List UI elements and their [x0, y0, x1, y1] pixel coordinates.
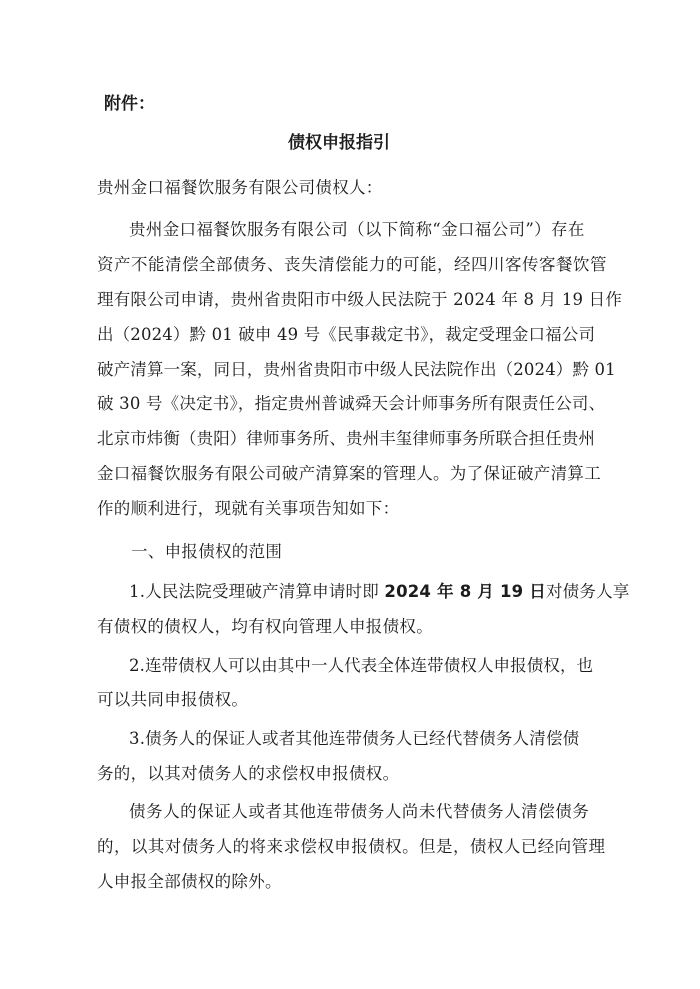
- paragraph-line: 破产清算一案，同日，贵州省贵阳市中级人民法院作出（2024）黔 01: [97, 360, 616, 379]
- item-2-line: 可以共同申报债权。: [97, 690, 249, 709]
- section-heading: 一、申报债权的范围: [131, 542, 283, 561]
- item-4-line: 债务人的保证人或者其他连带债务人尚未代替债务人清偿债务: [129, 802, 590, 821]
- paragraph-line: 贵州金口福餐饮服务有限公司（以下简称“金口福公司”）存在: [129, 220, 585, 239]
- item-1-line: 有债权的债权人，均有权向管理人申报债权。: [97, 617, 433, 636]
- document-title: 债权申报指引: [288, 133, 390, 153]
- paragraph-line: 出（2024）黔 01 破申 49 号《民事裁定书》，裁定受理金口福公司: [97, 325, 596, 344]
- item-1-date: 2024 年 8 月 19 日: [384, 582, 546, 601]
- paragraph-line: 北京市炜衡（贵阳）律师事务所、贵州丰玺律师事务所联合担任贵州: [97, 429, 595, 448]
- paragraph-line: 资产不能清偿全部债务、丧失清偿能力的可能，经四川客传客餐饮管: [97, 255, 607, 274]
- item-3-line: 3.债务人的保证人或者其他连带债务人已经代替债务人清偿债: [129, 729, 580, 748]
- paragraph-line: 金口福餐饮服务有限公司破产清算案的管理人。为了保证破产清算工: [97, 464, 601, 483]
- item-4-line: 的，以其对债务人的将来求偿权申报债权。但是，债权人已经向管理: [97, 837, 606, 856]
- annex-label: 附件：: [104, 94, 155, 114]
- item-2-line: 2.连带债权人可以由其中一人代表全体连带债权人申报债权，也: [129, 656, 594, 675]
- paragraph-line: 作的顺利进行，现就有关事项告知如下：: [97, 499, 400, 518]
- item-4-line: 人申报全部债权的除外。: [97, 872, 282, 891]
- item-1-text-before: 1.人民法院受理破产清算申请时即: [129, 582, 385, 601]
- item-1-line: [129, 582, 629, 602]
- item-3-line: 务的，以其对债务人的求偿权申报债权。: [97, 764, 400, 783]
- paragraph-line: 破 30 号《决定书》，指定贵州普诚舜天会计师事务所有限责任公司、: [97, 394, 606, 413]
- salutation: 贵州金口福餐饮服务有限公司债权人：: [97, 178, 383, 197]
- item-1-text-after: 对债务人享: [545, 582, 630, 601]
- paragraph-line: 理有限公司申请，贵州省贵阳市中级人民法院于 2024 年 8 月 19 日作: [97, 290, 623, 309]
